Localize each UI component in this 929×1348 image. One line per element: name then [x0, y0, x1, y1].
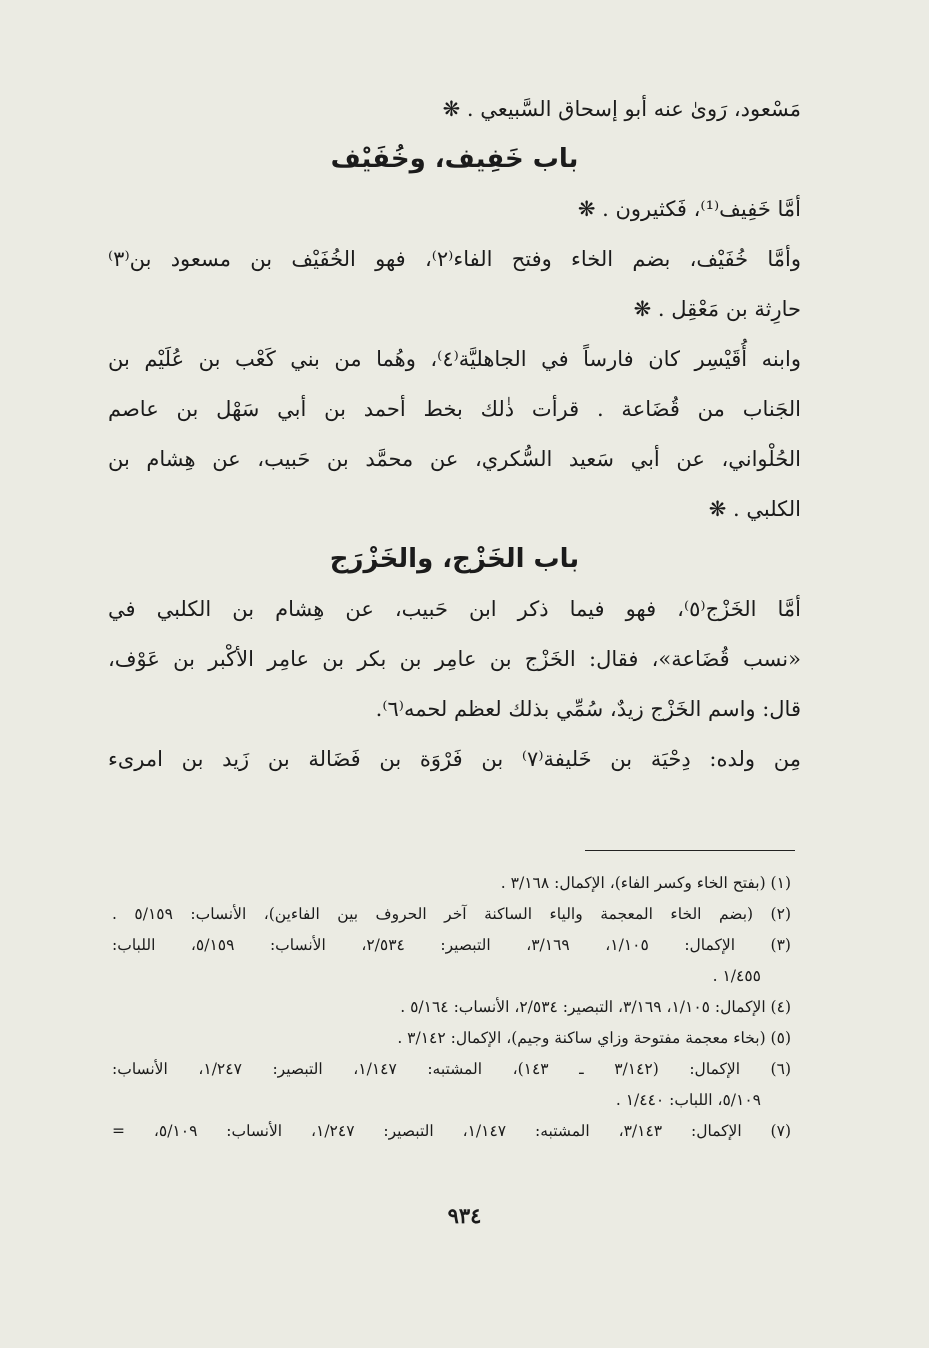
text-line: أمَّا الخَزْج⁽٥⁾، فهو فيما ذكر ابن حَبيب، عن هِشام بن الكلبي في: [108, 597, 801, 621]
text-line: وأمَّا خُفَيْف، بضم الخاء وفتح الفاء⁽٢⁾، فهو الخُفَيْف بن مسعود بن⁽٣⁾: [108, 247, 801, 271]
section-heading: باب خَفِيف، وخُفَيْف: [330, 144, 579, 174]
text-line: مِن ولده: دِحْيَة بن خَليفة⁽٧⁾ بن فَرْوَة بن فَضَالة بن زَيد بن امرىء: [108, 747, 801, 771]
footnote: (٦) الإكمال: (٣/١٤٢ ـ ١٤٣)، المشتبه: ١/١٤٧، التبصير: ١/٢٤٧، الأنساب:: [112, 1060, 791, 1078]
section-heading: باب الخَزْج، والخَزْرَج: [329, 544, 580, 574]
footnote: (٥) (بخاء معجمة مفتوحة وزاي ساكنة وجيم)، الإكمال: ٣/١٤٢ .: [397, 1029, 791, 1047]
text-line: الجَناب من قُضَاعة . قرأت ذٰلك بخط أحمد بن أبي سَهْل بن عاصم: [108, 397, 801, 421]
footnote-continuation: ٥/١٠٩، اللباب: ١/٤٤٠ .: [615, 1091, 761, 1109]
text-line: قال: واسم الخَزْج زيدٌ، سُمِّي بذلك لعظم لحمه⁽٦⁾.: [375, 697, 801, 721]
main-text: [108, 84, 801, 784]
footnote: (٧) الإكمال: ٣/١٤٣، المشتبه: ١/١٤٧، التبصير: ١/٢٤٧، الأنساب: ٥/١٠٩، =: [112, 1122, 791, 1140]
text-line: حارِثة بن مَعْقِل . ❋: [633, 297, 801, 321]
footnote: (٢) (بضم الخاء المعجمة والياء الساكنة آخر الحروف بين الفاءين)، الأنساب: ٥/١٥٩ .: [112, 905, 791, 923]
text-line: الكلبي . ❋: [708, 497, 801, 521]
text-line: مَسْعود، رَوىٰ عنه أبو إسحاق السَّبيعي . ❋: [442, 97, 801, 121]
footnote-continuation: ١/٤٥٥ .: [712, 967, 761, 985]
page-number: ٩٣٤: [447, 1203, 482, 1228]
text-line: وابنه أُقَيْسِر كان فارساً في الجاهليَّة⁽٤⁾، وهُما من بني كَعْب بن عُلَيْم بن: [108, 347, 801, 371]
text-line: أمَّا خَفِيف⁽¹⁾، فَكثيرون . ❋: [577, 197, 801, 221]
footnote: (١) (بفتح الخاء وكسر الفاء)، الإكمال: ٣/١٦٨ .: [500, 874, 791, 892]
footnotes: [112, 868, 791, 1147]
text-line: الحُلْواني، عن أبي سَعيد السُّكري، عن محمَّد بن حَبيب، عن هِشام بن: [108, 447, 801, 471]
text-line: «نسب قُضَاعة»، فقال: الخَزْج بن عامِر بن بكر بن عامِر الأكْبر بن عَوْف،: [108, 647, 801, 671]
footnote-separator: [585, 850, 795, 851]
footnote: (٤) الإكمال: ١/١٠٥، ٣/١٦٩، التبصير: ٢/٥٣٤، الأنساب: ٥/١٦٤ .: [400, 998, 791, 1016]
footnote: (٣) الإكمال: ١/١٠٥، ٣/١٦٩، التبصير: ٢/٥٣٤، الأنساب: ٥/١٥٩، اللباب:: [112, 936, 791, 954]
